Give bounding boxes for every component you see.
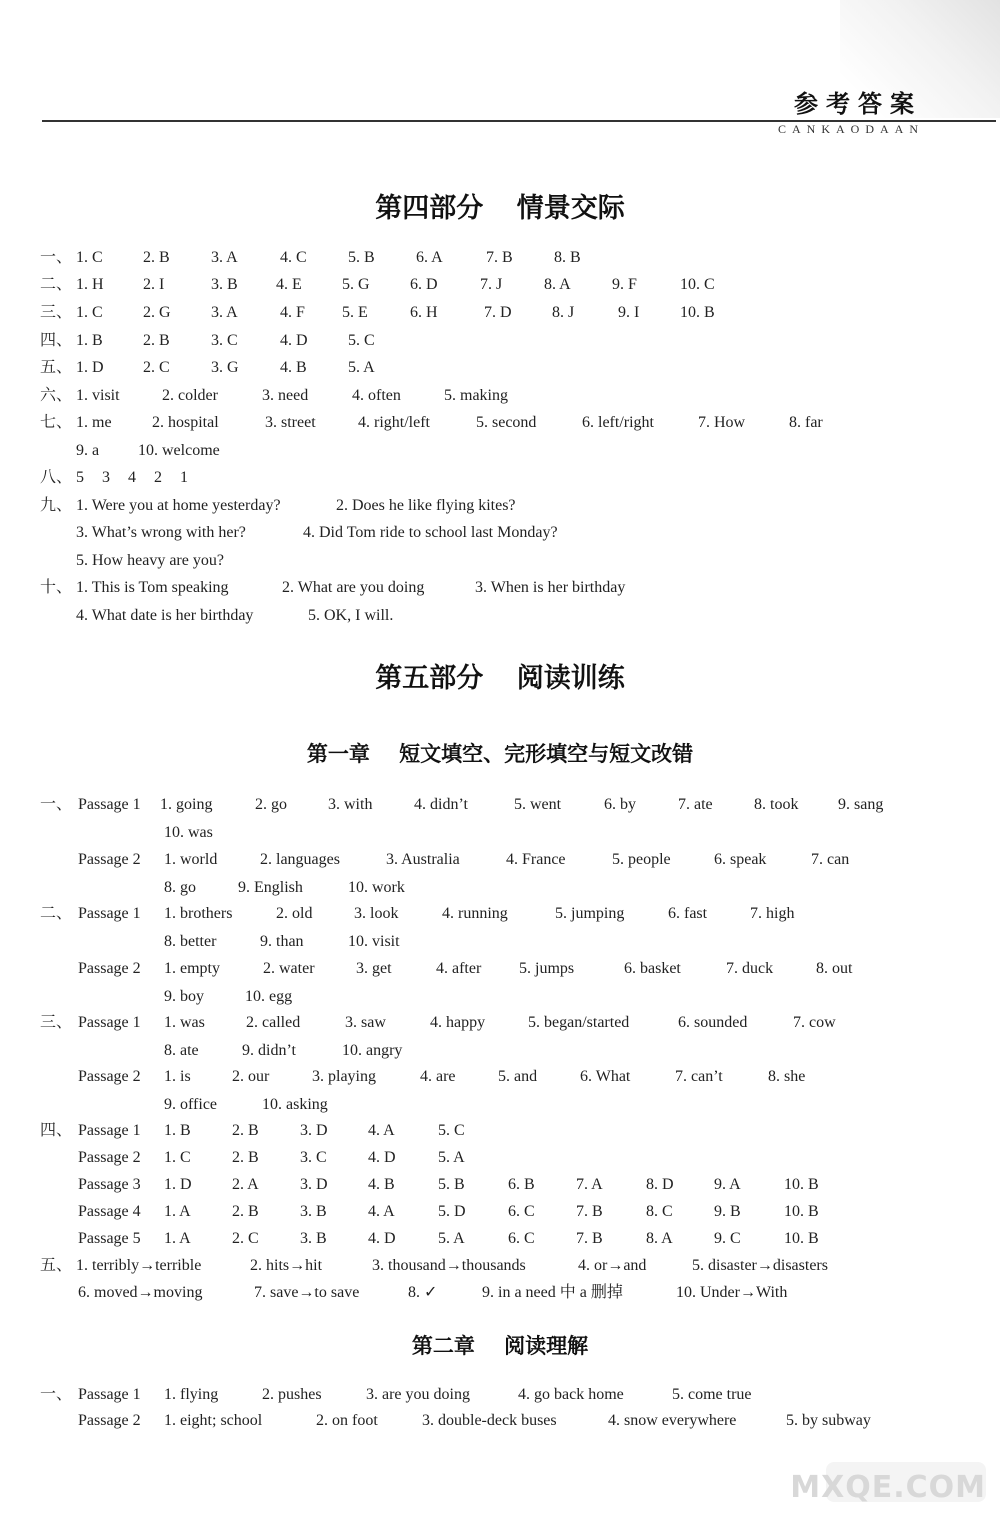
answer-item: 5 bbox=[76, 469, 84, 486]
answer-row bbox=[0, 1012, 1000, 1034]
answer-item: 6. B bbox=[508, 1176, 535, 1193]
answer-row bbox=[0, 274, 1000, 296]
passage-label: Passage 1 bbox=[78, 796, 141, 813]
chapter1-title: 第一章 短文填空、完形填空与短文改错 bbox=[306, 741, 694, 766]
row-label: 九、 bbox=[40, 497, 73, 514]
answer-item: 3. saw bbox=[345, 1014, 386, 1031]
answer-item: 4. or→and bbox=[578, 1257, 647, 1274]
answer-item: 2. languages bbox=[260, 851, 340, 868]
passage-label: Passage 5 bbox=[78, 1230, 141, 1247]
answer-row bbox=[0, 794, 1000, 816]
answer-item: 3. C bbox=[300, 1149, 327, 1166]
answer-item: 5. second bbox=[476, 414, 537, 431]
answer-item: 10. visit bbox=[348, 933, 400, 950]
answer-item: 5. making bbox=[444, 387, 508, 404]
answer-item: 5. B bbox=[438, 1176, 465, 1193]
answer-item: 1. C bbox=[76, 249, 103, 266]
passage-label: Passage 1 bbox=[78, 1014, 141, 1031]
answer-item: 8. far bbox=[789, 414, 823, 431]
answer-item: 1. flying bbox=[164, 1386, 219, 1403]
answer-item: 4. right/left bbox=[358, 414, 430, 431]
answer-item: 5. people bbox=[612, 851, 671, 868]
answer-item: 9. didn’t bbox=[242, 1042, 296, 1059]
answer-item: 3. are you doing bbox=[366, 1386, 470, 1403]
answer-item: 5. and bbox=[498, 1068, 538, 1085]
answer-item: 7. B bbox=[486, 249, 513, 266]
answer-row bbox=[0, 958, 1000, 980]
answer-item: 2. G bbox=[143, 304, 171, 321]
answer-row bbox=[0, 385, 1000, 407]
answer-item: 3. G bbox=[211, 359, 239, 376]
answer-item: 5. G bbox=[342, 276, 370, 293]
passage-label: Passage 4 bbox=[78, 1203, 141, 1220]
answer-item: 7. duck bbox=[726, 960, 774, 977]
passage-label: Passage 1 bbox=[78, 1122, 141, 1139]
answer-item: 7. high bbox=[750, 905, 795, 922]
answer-item: 6. What bbox=[580, 1068, 631, 1085]
passage-label: Passage 2 bbox=[78, 851, 141, 868]
row-label: 一、 bbox=[40, 1386, 73, 1403]
answer-item: 4. often bbox=[352, 387, 401, 404]
row-label: 四、 bbox=[40, 332, 73, 349]
watermark-logo bbox=[790, 1470, 986, 1505]
answer-row bbox=[0, 1410, 1000, 1432]
answer-item: 5. by subway bbox=[786, 1412, 871, 1429]
answer-item: 5. began/started bbox=[528, 1014, 630, 1031]
answer-item: 5. How heavy are you? bbox=[76, 552, 224, 569]
passage-label: Passage 2 bbox=[78, 1412, 141, 1429]
answer-item: 9. F bbox=[612, 276, 637, 293]
answer-row bbox=[0, 605, 1000, 627]
answer-item: 8. took bbox=[754, 796, 799, 813]
answer-item: 3. playing bbox=[312, 1068, 376, 1085]
answer-item: 1. B bbox=[76, 332, 103, 349]
row-label: 二、 bbox=[40, 905, 73, 922]
answer-row bbox=[0, 1147, 1000, 1169]
watermark-text: MXQE.COM bbox=[790, 1470, 986, 1505]
answer-item: 10. B bbox=[784, 1176, 819, 1193]
answer-item: 5. come true bbox=[672, 1386, 752, 1403]
row-label: 七、 bbox=[40, 414, 73, 431]
answer-item: 2. pushes bbox=[262, 1386, 322, 1403]
answer-item: 4. snow everywhere bbox=[608, 1412, 737, 1429]
row-label: 十、 bbox=[40, 579, 73, 596]
answer-item: 3. B bbox=[211, 276, 238, 293]
answer-item: 9. than bbox=[260, 933, 304, 950]
answer-item: 8. D bbox=[646, 1176, 674, 1193]
answer-item: 5. B bbox=[348, 249, 375, 266]
answer-item: 4. France bbox=[506, 851, 566, 868]
answer-item: 8. ✓ bbox=[408, 1284, 438, 1301]
answer-item: 7. save→to save bbox=[254, 1284, 360, 1301]
answer-item: 4. go back home bbox=[518, 1386, 624, 1403]
answer-item: 1. H bbox=[76, 276, 104, 293]
answer-item: 9. B bbox=[714, 1203, 741, 1220]
answer-item: 10. Under→With bbox=[676, 1284, 788, 1301]
answer-item: 6. C bbox=[508, 1230, 535, 1247]
row-label: 四、 bbox=[40, 1122, 73, 1139]
answer-row bbox=[0, 1255, 1000, 1277]
answer-item: 2. water bbox=[263, 960, 315, 977]
answer-item: 3. B bbox=[300, 1203, 327, 1220]
answer-row bbox=[0, 1228, 1000, 1250]
answer-item: 5. disaster→disasters bbox=[692, 1257, 828, 1274]
row-label: 一、 bbox=[40, 249, 73, 266]
answer-item: 3 bbox=[102, 469, 110, 486]
answer-item: 10. was bbox=[164, 824, 213, 841]
answer-item: 5. C bbox=[348, 332, 375, 349]
answer-item: 1. brothers bbox=[164, 905, 233, 922]
answer-row bbox=[0, 357, 1000, 379]
answer-item: 7. How bbox=[698, 414, 746, 431]
answer-row bbox=[0, 1120, 1000, 1142]
answer-row bbox=[0, 1384, 1000, 1406]
answer-item: 4. B bbox=[280, 359, 307, 376]
answer-row bbox=[0, 1066, 1000, 1088]
answer-item: 4. after bbox=[436, 960, 482, 977]
row-label: 二、 bbox=[40, 276, 73, 293]
row-label: 一、 bbox=[40, 796, 73, 813]
answer-item: 1. eight; school bbox=[164, 1412, 263, 1429]
answer-item: 4. happy bbox=[430, 1014, 486, 1031]
answer-item: 4. What date is her birthday bbox=[76, 607, 254, 624]
answer-item: 3. get bbox=[356, 960, 392, 977]
page-header-title: 参考答案 bbox=[794, 90, 922, 118]
answer-item: 4. D bbox=[368, 1149, 396, 1166]
answer-item: 1. empty bbox=[164, 960, 220, 977]
answer-item: 5. C bbox=[438, 1122, 465, 1139]
answer-item: 7. D bbox=[484, 304, 512, 321]
answer-item: 3. A bbox=[211, 304, 238, 321]
answer-item: 6. basket bbox=[624, 960, 681, 977]
answer-item: 4. D bbox=[280, 332, 308, 349]
answer-item: 2. C bbox=[143, 359, 170, 376]
answer-item: 6. H bbox=[410, 304, 438, 321]
answer-item: 2. B bbox=[143, 332, 170, 349]
page-header-pinyin: CANKAODAAN bbox=[778, 122, 924, 136]
answer-item: 4. E bbox=[276, 276, 302, 293]
answer-item: 3. need bbox=[262, 387, 309, 404]
answer-item: 4. A bbox=[368, 1203, 395, 1220]
answer-item: 10. B bbox=[680, 304, 715, 321]
answer-item: 1. terribly→terrible bbox=[76, 1257, 202, 1274]
answer-item: 9. a bbox=[76, 442, 100, 459]
answer-row bbox=[0, 877, 1000, 899]
answer-item: 7. A bbox=[576, 1176, 603, 1193]
answer-item: 4. Did Tom ride to school last Monday? bbox=[303, 524, 558, 541]
answer-item: 1. me bbox=[76, 414, 112, 431]
answer-item: 2. hospital bbox=[152, 414, 219, 431]
answer-item: 10. C bbox=[680, 276, 715, 293]
answer-item: 3. Australia bbox=[386, 851, 460, 868]
answer-item: 10. asking bbox=[262, 1096, 328, 1113]
answer-item: 2. B bbox=[232, 1149, 259, 1166]
answer-row bbox=[0, 577, 1000, 599]
answer-item: 2. colder bbox=[162, 387, 218, 404]
answer-row bbox=[0, 986, 1000, 1008]
answer-item: 2. I bbox=[143, 276, 165, 293]
answer-item: 8. B bbox=[554, 249, 581, 266]
answer-item: 8. A bbox=[646, 1230, 673, 1247]
passage-label: Passage 2 bbox=[78, 960, 141, 977]
answer-item: 2. old bbox=[276, 905, 313, 922]
answer-row bbox=[0, 822, 1000, 844]
answer-item: 1. visit bbox=[76, 387, 120, 404]
row-label: 八、 bbox=[40, 469, 73, 486]
answer-item: 10. egg bbox=[245, 988, 293, 1005]
answer-item: 3. When is her birthday bbox=[475, 579, 626, 596]
answer-row bbox=[0, 550, 1000, 572]
answer-item: 2. A bbox=[232, 1176, 259, 1193]
answer-item: 7. J bbox=[480, 276, 503, 293]
answer-row bbox=[0, 522, 1000, 544]
answer-item: 4. are bbox=[420, 1068, 456, 1085]
answer-item: 4. B bbox=[368, 1176, 395, 1193]
answer-item: 4. didn’t bbox=[414, 796, 468, 813]
answer-item: 7. can bbox=[811, 851, 850, 868]
answer-item: 3. double-deck buses bbox=[422, 1412, 557, 1429]
answer-row bbox=[0, 302, 1000, 324]
answer-item: 5. OK, I will. bbox=[308, 607, 394, 624]
answer-item: 3. thousand→thousands bbox=[372, 1257, 526, 1274]
answer-item: 3. B bbox=[300, 1230, 327, 1247]
answer-item: 9. office bbox=[164, 1096, 218, 1113]
answer-item: 5. E bbox=[342, 304, 368, 321]
part4-title: 第四部分 情景交际 bbox=[375, 193, 625, 224]
answer-item: 3. D bbox=[300, 1122, 328, 1139]
answer-item: 7. cow bbox=[793, 1014, 836, 1031]
answer-item: 1 bbox=[180, 469, 188, 486]
answer-row bbox=[0, 1201, 1000, 1223]
answer-item: 2 bbox=[154, 469, 162, 486]
answer-item: 9. boy bbox=[164, 988, 204, 1005]
answer-item: 2. B bbox=[232, 1203, 259, 1220]
answer-item: 4. A bbox=[368, 1122, 395, 1139]
answer-item: 7. ate bbox=[678, 796, 713, 813]
answer-item: 6. sounded bbox=[678, 1014, 748, 1031]
answer-item: 2. B bbox=[232, 1122, 259, 1139]
answer-item: 9. C bbox=[714, 1230, 741, 1247]
row-label: 三、 bbox=[40, 1014, 73, 1031]
answer-item: 4 bbox=[128, 469, 136, 486]
answer-row bbox=[0, 440, 1000, 462]
answer-item: 1. was bbox=[164, 1014, 205, 1031]
answer-item: 6. left/right bbox=[582, 414, 654, 431]
answer-item: 8. ate bbox=[164, 1042, 199, 1059]
answer-item: 6. speak bbox=[714, 851, 767, 868]
row-label: 六、 bbox=[40, 387, 73, 404]
answer-item: 6. fast bbox=[668, 905, 708, 922]
row-label: 五、 bbox=[40, 1257, 73, 1274]
answer-item: 5. jumping bbox=[555, 905, 625, 922]
answer-item: 2. called bbox=[246, 1014, 301, 1031]
answer-item: 7. can’t bbox=[675, 1068, 723, 1085]
answer-row bbox=[0, 330, 1000, 352]
answer-item: 9. sang bbox=[838, 796, 884, 813]
answer-item: 7. B bbox=[576, 1230, 603, 1247]
answer-item: 3. with bbox=[328, 796, 373, 813]
answer-item: 5. A bbox=[438, 1230, 465, 1247]
answer-item: 2. B bbox=[143, 249, 170, 266]
answer-row bbox=[0, 1040, 1000, 1062]
row-label: 三、 bbox=[40, 304, 73, 321]
answer-item: 1. A bbox=[164, 1230, 191, 1247]
answer-item: 8. J bbox=[552, 304, 575, 321]
passage-label: Passage 3 bbox=[78, 1176, 141, 1193]
answer-item: 5. went bbox=[514, 796, 562, 813]
row-label: 五、 bbox=[40, 359, 73, 376]
answer-item: 9. A bbox=[714, 1176, 741, 1193]
answer-item: 3. C bbox=[211, 332, 238, 349]
answer-item: 1. This is Tom speaking bbox=[76, 579, 229, 596]
answer-item: 2. on foot bbox=[316, 1412, 378, 1429]
answer-item: 3. What’s wrong with her? bbox=[76, 524, 246, 541]
answer-item: 10. welcome bbox=[138, 442, 220, 459]
answer-item: 2. What are you doing bbox=[282, 579, 425, 596]
answer-item: 3. look bbox=[354, 905, 399, 922]
answer-item: 8. go bbox=[164, 879, 196, 896]
passage-label: Passage 2 bbox=[78, 1068, 141, 1085]
answer-item: 10. B bbox=[784, 1230, 819, 1247]
answer-item: 1. Were you at home yesterday? bbox=[76, 497, 281, 514]
answer-item: 1. D bbox=[76, 359, 104, 376]
answer-item: 2. C bbox=[232, 1230, 259, 1247]
answer-item: 2. go bbox=[255, 796, 287, 813]
answer-item: 2. our bbox=[232, 1068, 270, 1085]
answer-item: 4. running bbox=[442, 905, 508, 922]
answer-item: 1. C bbox=[164, 1149, 191, 1166]
answer-item: 8. C bbox=[646, 1203, 673, 1220]
answer-item: 1. is bbox=[164, 1068, 191, 1085]
answer-row bbox=[0, 1094, 1000, 1116]
answer-item: 10. B bbox=[784, 1203, 819, 1220]
answer-row bbox=[0, 1282, 1000, 1304]
answer-item: 6. by bbox=[604, 796, 636, 813]
answer-item: 3. D bbox=[300, 1176, 328, 1193]
answer-item: 1. D bbox=[164, 1176, 192, 1193]
answer-row bbox=[0, 247, 1000, 269]
answer-row bbox=[0, 849, 1000, 871]
answer-item: 6. A bbox=[416, 249, 443, 266]
answer-item: 1. going bbox=[160, 796, 213, 813]
answer-item: 1. B bbox=[164, 1122, 191, 1139]
answer-item: 10. work bbox=[348, 879, 405, 896]
answer-item: 2. Does he like flying kites? bbox=[336, 497, 516, 514]
answer-item: 8. out bbox=[816, 960, 853, 977]
answer-item: 5. D bbox=[438, 1203, 466, 1220]
answer-row bbox=[0, 903, 1000, 925]
answer-item: 9. I bbox=[618, 304, 640, 321]
passage-label: Passage 1 bbox=[78, 1386, 141, 1403]
answer-item: 8. A bbox=[544, 276, 571, 293]
answer-item: 7. B bbox=[576, 1203, 603, 1220]
answer-item: 8. better bbox=[164, 933, 217, 950]
answer-item: 6. moved→moving bbox=[78, 1284, 203, 1301]
answer-item: 5. jumps bbox=[519, 960, 575, 977]
answer-item: 8. she bbox=[768, 1068, 806, 1085]
answer-row bbox=[0, 1174, 1000, 1196]
answer-item: 3. A bbox=[211, 249, 238, 266]
answer-item: 2. hits→hit bbox=[250, 1257, 323, 1274]
chapter2-title: 第二章 阅读理解 bbox=[411, 1333, 589, 1358]
answer-item: 4. C bbox=[280, 249, 307, 266]
answer-item: 4. F bbox=[280, 304, 305, 321]
answer-item: 1. C bbox=[76, 304, 103, 321]
answer-row bbox=[0, 412, 1000, 434]
answer-item: 9. in a need 中 a 删掉 bbox=[482, 1284, 623, 1301]
answer-item: 5. A bbox=[438, 1149, 465, 1166]
answer-item: 6. C bbox=[508, 1203, 535, 1220]
answer-item: 1. world bbox=[164, 851, 218, 868]
answer-item: 3. street bbox=[265, 414, 316, 431]
passage-label: Passage 1 bbox=[78, 905, 141, 922]
answer-item: 9. English bbox=[238, 879, 303, 896]
answer-row bbox=[0, 931, 1000, 953]
passage-label: Passage 2 bbox=[78, 1149, 141, 1166]
answer-item: 5. A bbox=[348, 359, 375, 376]
answer-item: 6. D bbox=[410, 276, 438, 293]
answer-item: 1. A bbox=[164, 1203, 191, 1220]
part5-title: 第五部分 阅读训练 bbox=[375, 663, 625, 694]
answer-row bbox=[0, 495, 1000, 517]
answer-item: 10. angry bbox=[342, 1042, 403, 1059]
answer-row bbox=[0, 467, 1000, 489]
answer-item: 4. D bbox=[368, 1230, 396, 1247]
